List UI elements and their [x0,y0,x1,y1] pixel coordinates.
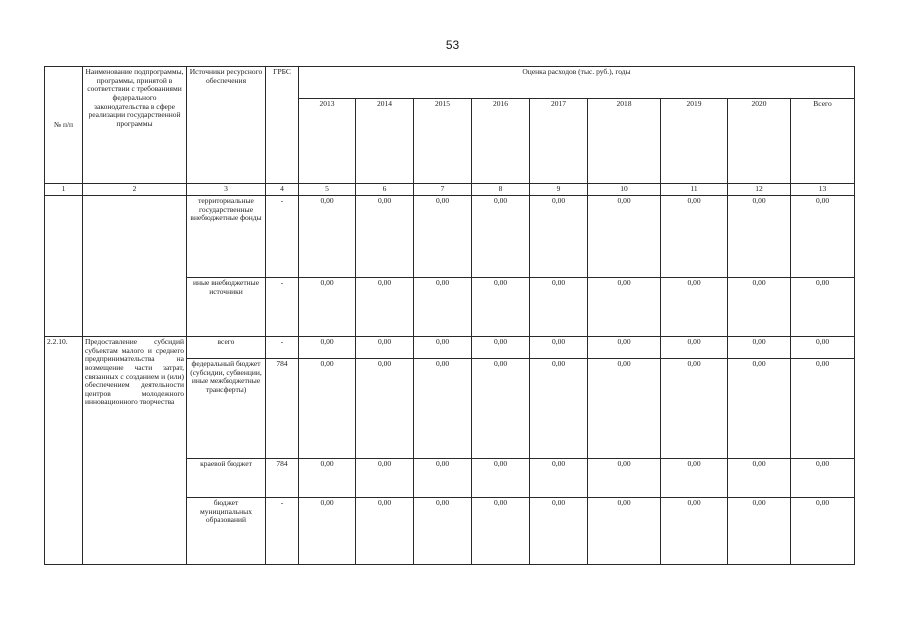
value-cell: 0,00 [791,196,855,278]
value-cell: 0,00 [661,337,728,359]
value-cell: 0,00 [728,498,791,565]
grbs-cell: - [266,196,299,278]
value-cell: 0,00 [728,196,791,278]
item-number: 2.2.10. [45,337,83,565]
value-cell: 0,00 [661,278,728,337]
col-num-header: № п/п [45,67,83,184]
value-cell: 0,00 [472,498,530,565]
column-index: 11 [661,184,728,196]
column-index: 5 [299,184,356,196]
column-index: 7 [414,184,472,196]
source-cell: бюджет муниципальных образований [187,498,266,565]
value-cell: 0,00 [472,337,530,359]
value-cell: 0,00 [472,459,530,498]
column-index: 6 [356,184,414,196]
table-row [45,196,855,278]
source-cell: федеральный бюджет (субсидии, субвенции, иные межбюджетные трансферты) [187,359,266,459]
value-cell: 0,00 [299,196,356,278]
page-number: 53 [445,38,460,52]
value-cell: 0,00 [530,278,588,337]
value-cell: 0,00 [530,337,588,359]
value-cell: 0,00 [588,498,661,565]
col-sources-header: Источники ресурсного обеспечения [187,67,266,184]
budget-table [44,66,855,565]
value-cell: 0,00 [728,459,791,498]
column-index: 2 [83,184,187,196]
year-header: 2017 [530,99,588,184]
value-cell: 0,00 [791,359,855,459]
value-cell: 0,00 [414,459,472,498]
col-estimate-header: Оценка расходов (тыс. руб.), годы [299,67,855,99]
column-index: 9 [530,184,588,196]
year-header: 2016 [472,99,530,184]
column-index-row [45,184,855,196]
value-cell: 0,00 [791,337,855,359]
value-cell: 0,00 [299,359,356,459]
value-cell: 0,00 [728,278,791,337]
col-name-header: Наименование подпрограммы, программы, принятой в соответствии с требованиями федерального законодательства в сфере реализации государственной программы [83,67,187,184]
value-cell: 0,00 [414,196,472,278]
source-cell: иные внебюджетные источники [187,278,266,337]
value-cell: 0,00 [472,359,530,459]
value-cell: 0,00 [299,498,356,565]
grbs-cell: 784 [266,359,299,459]
value-cell: 0,00 [414,359,472,459]
year-header: 2014 [356,99,414,184]
col-grbs-header: ГРБС [266,67,299,184]
value-cell: 0,00 [791,278,855,337]
value-cell: 0,00 [530,359,588,459]
value-cell: 0,00 [356,359,414,459]
value-cell: 0,00 [588,359,661,459]
source-cell: территориальные государственные внебюджетные фонды [187,196,266,278]
value-cell: 0,00 [791,498,855,565]
year-header: 2020 [728,99,791,184]
value-cell: 0,00 [588,196,661,278]
source-cell: краевой бюджет [187,459,266,498]
column-index: 10 [588,184,661,196]
grbs-cell: - [266,278,299,337]
value-cell: 0,00 [588,459,661,498]
empty-cell [45,196,83,337]
column-index: 3 [187,184,266,196]
column-index: 12 [728,184,791,196]
grbs-cell: 784 [266,459,299,498]
column-index: 4 [266,184,299,196]
value-cell: 0,00 [588,337,661,359]
column-index: 1 [45,184,83,196]
grbs-cell: - [266,337,299,359]
year-header: 2018 [588,99,661,184]
value-cell: 0,00 [356,459,414,498]
header-row [45,67,855,99]
value-cell: 0,00 [299,278,356,337]
value-cell: 0,00 [530,498,588,565]
value-cell: 0,00 [791,459,855,498]
source-cell: всего [187,337,266,359]
value-cell: 0,00 [356,278,414,337]
value-cell: 0,00 [356,337,414,359]
value-cell: 0,00 [356,498,414,565]
value-cell: 0,00 [472,196,530,278]
value-cell: 0,00 [661,359,728,459]
year-header: 2015 [414,99,472,184]
value-cell: 0,00 [588,278,661,337]
value-cell: 0,00 [661,196,728,278]
total-header: Всего [791,99,855,184]
value-cell: 0,00 [472,278,530,337]
value-cell: 0,00 [530,196,588,278]
column-index: 13 [791,184,855,196]
value-cell: 0,00 [414,278,472,337]
value-cell: 0,00 [661,498,728,565]
value-cell: 0,00 [414,337,472,359]
value-cell: 0,00 [728,359,791,459]
value-cell: 0,00 [414,498,472,565]
year-header: 2013 [299,99,356,184]
value-cell: 0,00 [530,459,588,498]
empty-cell [83,196,187,337]
item-name: Предоставление субсидий субъектам малого и среднего предпринимательства на возмещение части затрат, связанных с созданием и (или) обеспечением деятельности центров молодежного инновационного творчества [83,337,187,565]
table-row [45,337,855,359]
column-index: 8 [472,184,530,196]
value-cell: 0,00 [356,196,414,278]
value-cell: 0,00 [728,337,791,359]
year-header: 2019 [661,99,728,184]
value-cell: 0,00 [661,459,728,498]
grbs-cell: - [266,498,299,565]
value-cell: 0,00 [299,337,356,359]
value-cell: 0,00 [299,459,356,498]
